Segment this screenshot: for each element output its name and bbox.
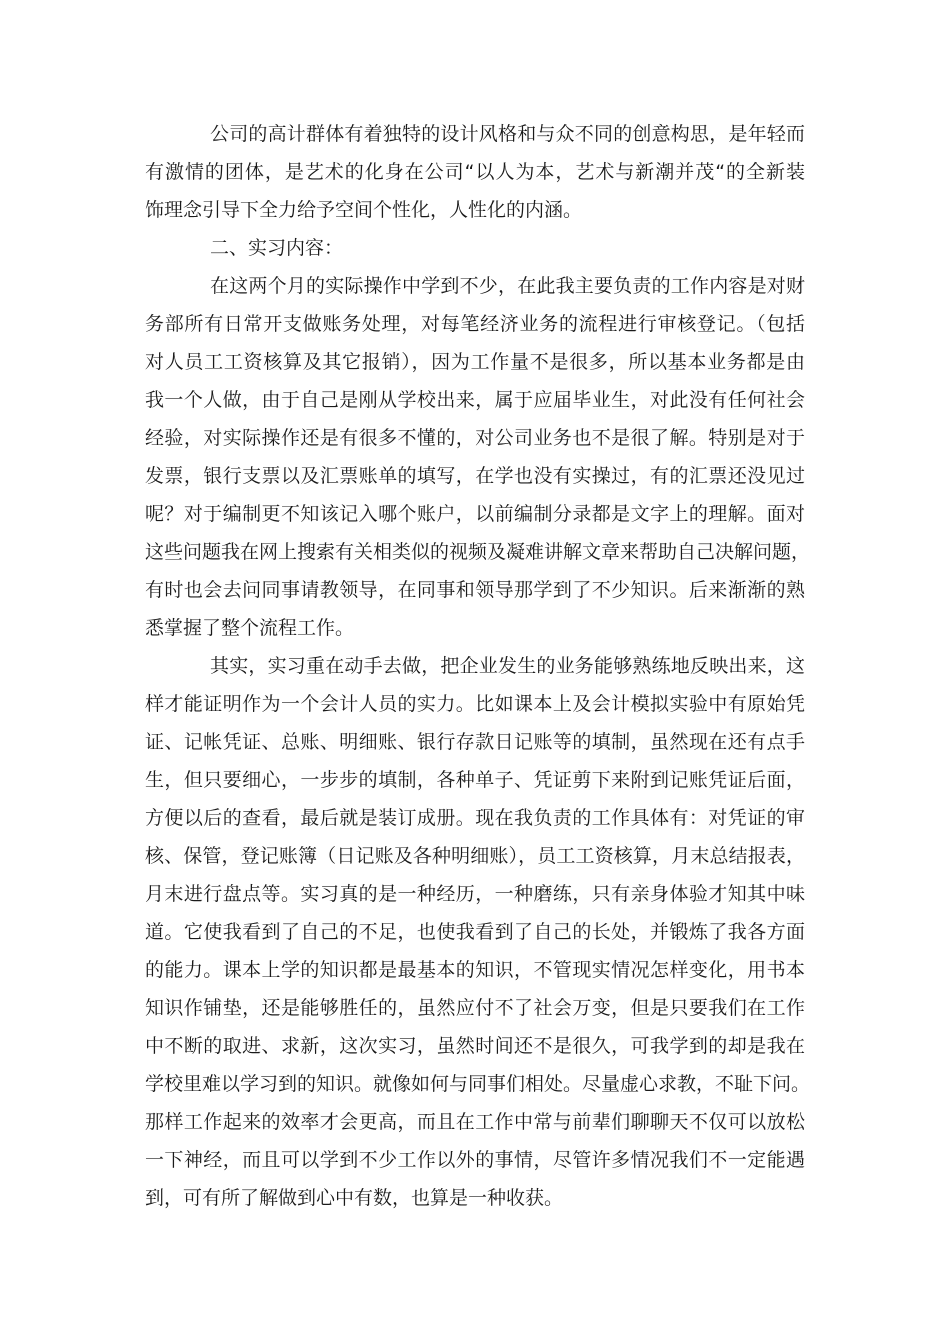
paragraph-1-line-1: 公司的高计群体有着独特的设计风格和与众不同的创意构思，是年轻而: [210, 123, 805, 145]
paragraph-2-line-2: 务部所有日常开支做账务处理，对每笔经济业务的流程进行审核登记。（包括: [145, 313, 805, 335]
paragraph-3-line-9: 的能力。课本上学的知识都是最基本的知识，不管现实情况怎样变化，用书本: [145, 959, 805, 981]
paragraph-3-line-7: 月末进行盘点等。实习真的是一种经历，一种磨练，只有亲身体验才知其中味: [145, 883, 805, 905]
paragraph-2-line-6: 发票，银行支票以及汇票账单的填写，在学也没有实操过，有的汇票还没见过: [145, 465, 805, 487]
paragraph-2-line-10: 悉掌握了整个流程工作。: [145, 617, 355, 639]
paragraph-3-line-6: 核、保管，登记账簿（日记账及各种明细账），员工工资核算，月末总结报表，: [145, 845, 805, 867]
paragraph-3-line-10: 知识作铺垫，还是能够胜任的，虽然应付不了社会万变，但是只要我们在工作: [145, 997, 805, 1019]
paragraph-3-line-14: 一下神经，而且可以学到不少工作以外的事情，尽管许多情况我们不一定能遇: [145, 1149, 805, 1171]
paragraph-3-line-5: 方便以后的查看，最后就是装订成册。现在我负责的工作具体有：对凭证的审: [145, 807, 805, 829]
paragraph-3-line-15: 到，可有所了解做到心中有数，也算是一种收获。: [145, 1187, 564, 1209]
paragraph-3-line-8: 道。它使我看到了自己的不足，也使我看到了自己的长处，并锻炼了我各方面: [145, 921, 805, 943]
paragraph-2-line-9: 有时也会去问同事请教领导，在同事和领导那学到了不少知识。后来渐渐的熟: [145, 579, 805, 601]
paragraph-2-line-4: 我一个人做，由于自己是刚从学校出来，属于应届毕业生，对此没有任何社会: [145, 389, 805, 411]
paragraph-2-line-3: 对人员工工资核算及其它报销），因为工作量不是很多，所以基本业务都是由: [145, 351, 805, 373]
paragraph-2-line-8: 这些问题我在网上搜索有关相类似的视频及凝难讲解文章来帮助自己决解问题，: [145, 541, 811, 563]
paragraph-2-line-7: 呢？对于编制更不知该记入哪个账户，以前编制分录都是文字上的理解。面对: [145, 503, 805, 525]
paragraph-3-line-1: 其实，实习重在动手去做，把企业发生的业务能够熟练地反映出来，这: [210, 655, 805, 677]
paragraph-3-line-3: 证、记帐凭证、总账、明细账、银行存款日记账等的填制，虽然现在还有点手: [145, 731, 805, 753]
paragraph-2-line-1: 在这两个月的实际操作中学到不少，在此我主要负责的工作内容是对财: [210, 275, 805, 297]
paragraph-3-line-13: 那样工作起来的效率才会更高，而且在工作中常与前辈们聊聊天不仅可以放松: [145, 1111, 805, 1133]
paragraph-1-line-3: 饰理念引导下全力给予空间个性化，人性化的内涵。: [145, 199, 583, 221]
paragraph-3-line-12: 学校里难以学习到的知识。就像如何与同事们相处。尽量虚心求教，不耻下问。: [145, 1073, 811, 1095]
paragraph-3-line-2: 样才能证明作为一个会计人员的实力。比如课本上及会计模拟实验中有原始凭: [145, 693, 805, 715]
paragraph-2-line-5: 经验，对实际操作还是有很多不懂的，对公司业务也不是很了解。特别是对于: [145, 427, 805, 449]
paragraph-3-line-11: 中不断的取进、求新，这次实习，虽然时间还不是很久，可我学到的却是我在: [145, 1035, 805, 1057]
paragraph-3-line-4: 生，但只要细心，一步步的填制，各种单子、凭证剪下来附到记账凭证后面，: [145, 769, 805, 791]
section-heading: 二、实习内容：: [210, 237, 344, 259]
paragraph-1-line-2: 有激情的团体，是艺术的化身在公司“以人为本，艺术与新潮并茂“的全新装: [145, 161, 805, 183]
